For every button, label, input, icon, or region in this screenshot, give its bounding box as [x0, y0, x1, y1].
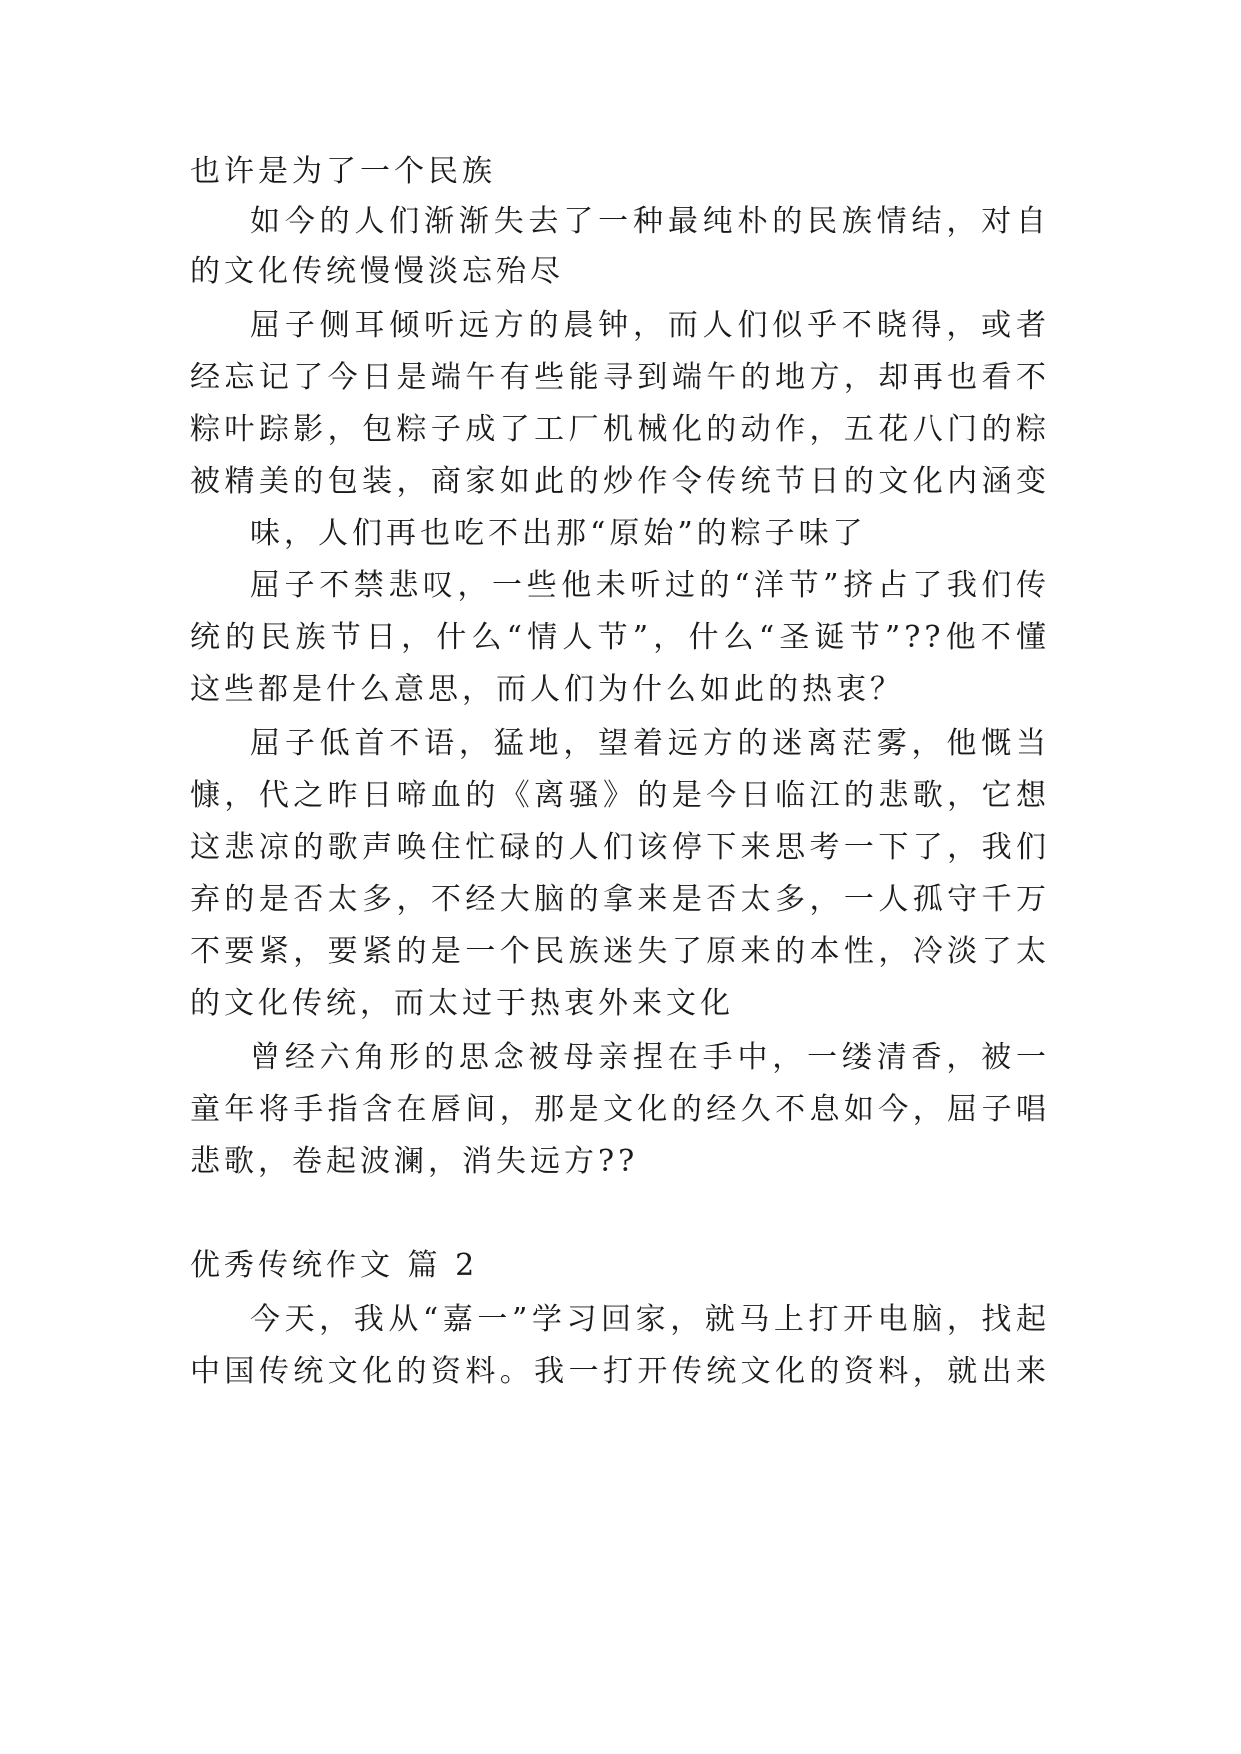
- section-heading: 优秀传统作文 篇 2: [190, 1248, 479, 1283]
- text-line: 经忘记了今日是端午有些能寻到端午的地方，却再也看不: [190, 360, 1050, 395]
- text-line: 中国传统文化的资料。我一打开传统文化的资料，就出来: [190, 1354, 1050, 1389]
- text-line: 的文化传统慢慢淡忘殆尽: [190, 254, 564, 289]
- paragraph-first-line: 曾经六角形的思念被母亲捏在手中，一缕清香，被一: [250, 1040, 1050, 1075]
- text-line: 的文化传统，而太过于热衷外来文化: [190, 986, 734, 1021]
- text-line: 粽叶踪影，包粽子成了工厂机械化的动作，五花八门的粽: [190, 412, 1050, 447]
- paragraph-first-line: 今天，我从“嘉一”学习回家，就马上打开电脑，找起: [250, 1302, 1050, 1337]
- text-line: 弃的是否太多，不经大脑的拿来是否太多，一人孤守千万: [190, 882, 1050, 917]
- text-line: 悲歌，卷起波澜，消失远方??: [190, 1144, 639, 1179]
- paragraph-first-line: 屈子低首不语，猛地，望着远方的迷离茫雾，他慨当: [250, 726, 1050, 761]
- text-line: 味，人们再也吃不出那“原始”的粽子味了: [250, 516, 867, 551]
- paragraph-first-line: 如今的人们渐渐失去了一种最纯朴的民族情结，对自: [250, 204, 1050, 239]
- paragraph-first-line: 屈子不禁悲叹，一些他未听过的“洋节”挤占了我们传: [250, 568, 1050, 603]
- text-line: 被精美的包装，商家如此的炒作令传统节日的文化内涵变: [190, 464, 1050, 499]
- text-line: 这悲凉的歌声唤住忙碌的人们该停下来思考一下了，我们: [190, 830, 1050, 865]
- text-line: 统的民族节日，什么“情人节”，什么“圣诞节”??他不懂: [190, 620, 1050, 655]
- text-line: 童年将手指含在唇间，那是文化的经久不息如今，屈子唱: [190, 1092, 1050, 1127]
- text-line: 不要紧，要紧的是一个民族迷失了原来的本性，冷淡了太: [190, 934, 1050, 969]
- text-line: 也许是为了一个民族: [190, 154, 496, 189]
- text-line: 慷，代之昨日啼血的《离骚》的是今日临江的悲歌，它想: [190, 778, 1050, 813]
- paragraph-first-line: 屈子侧耳倾听远方的晨钟，而人们似乎不晓得，或者: [250, 308, 1050, 343]
- text-line: 这些都是什么意思，而人们为什么如此的热衷？: [190, 672, 904, 707]
